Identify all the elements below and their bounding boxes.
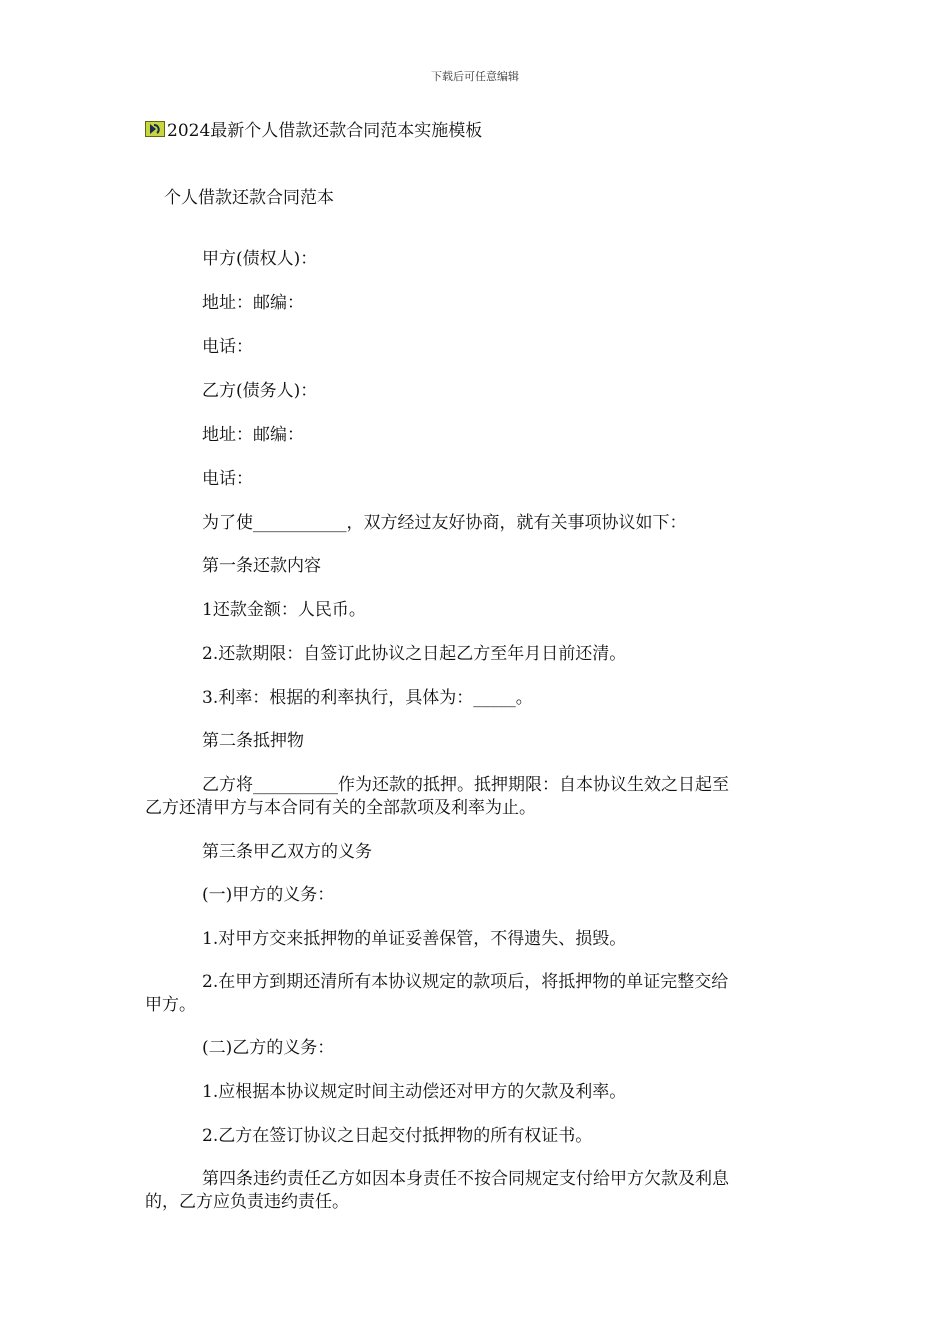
party-a-address: 地址：邮编：	[202, 293, 304, 313]
party-b-phone: 电话：	[202, 469, 253, 489]
article-1-heading: 第一条还款内容	[202, 556, 321, 576]
collateral-paragraph-line-1: 乙方将__________作为还款的抵押。抵押期限：自本协议生效之日起至	[202, 775, 729, 795]
repayment-amount-item: 1还款金额：人民币。	[202, 600, 366, 620]
party-b-duty-1: 1.应根据本协议规定时间主动偿还对甲方的欠款及利率。	[202, 1082, 627, 1102]
party-a-line: 甲方(债权人)：	[202, 249, 318, 269]
document-title-row	[145, 116, 482, 141]
repayment-term-item: 2.还款期限：自签订此协议之日起乙方至年月日前还清。	[202, 644, 627, 664]
article-4-line-2: 的，乙方应负责违约责任。	[145, 1192, 349, 1212]
party-a-duty-1: 1.对甲方交来抵押物的单证妥善保管，不得遗失、损毁。	[202, 929, 627, 949]
party-a-duty-2-line-1: 2.在甲方到期还清所有本协议规定的款项后，将抵押物的单证完整交给	[202, 972, 729, 992]
contract-subtitle: 个人借款还款合同范本	[164, 188, 334, 208]
document-link-icon[interactable]	[145, 121, 165, 137]
party-a-duties-heading: (一)甲方的义务：	[202, 885, 335, 905]
purpose-paragraph: 为了使___________，双方经过友好协商，就有关事项协议如下：	[202, 513, 687, 533]
party-a-duty-2-line-2: 甲方。	[145, 995, 196, 1015]
collateral-paragraph-line-2: 乙方还清甲方与本合同有关的全部款项及利率为止。	[145, 798, 536, 818]
article-2-heading: 第二条抵押物	[202, 731, 304, 751]
document-title: 2024最新个人借款还款合同范本实施模板	[167, 121, 483, 141]
party-a-phone: 电话：	[202, 337, 253, 357]
header-note: 下载后可任意编辑	[431, 70, 519, 83]
article-3-heading: 第三条甲乙双方的义务	[202, 842, 372, 862]
party-b-line: 乙方(债务人)：	[202, 381, 318, 401]
party-b-duties-heading: (二)乙方的义务：	[202, 1038, 335, 1058]
interest-rate-item: 3.利率：根据的利率执行，具体为：_____。	[202, 688, 533, 708]
article-4-line-1: 第四条违约责任乙方如因本身责任不按合同规定支付给甲方欠款及利息	[202, 1169, 729, 1189]
party-b-address: 地址：邮编：	[202, 425, 304, 445]
party-b-duty-2: 2.乙方在签订协议之日起交付抵押物的所有权证书。	[202, 1126, 593, 1146]
